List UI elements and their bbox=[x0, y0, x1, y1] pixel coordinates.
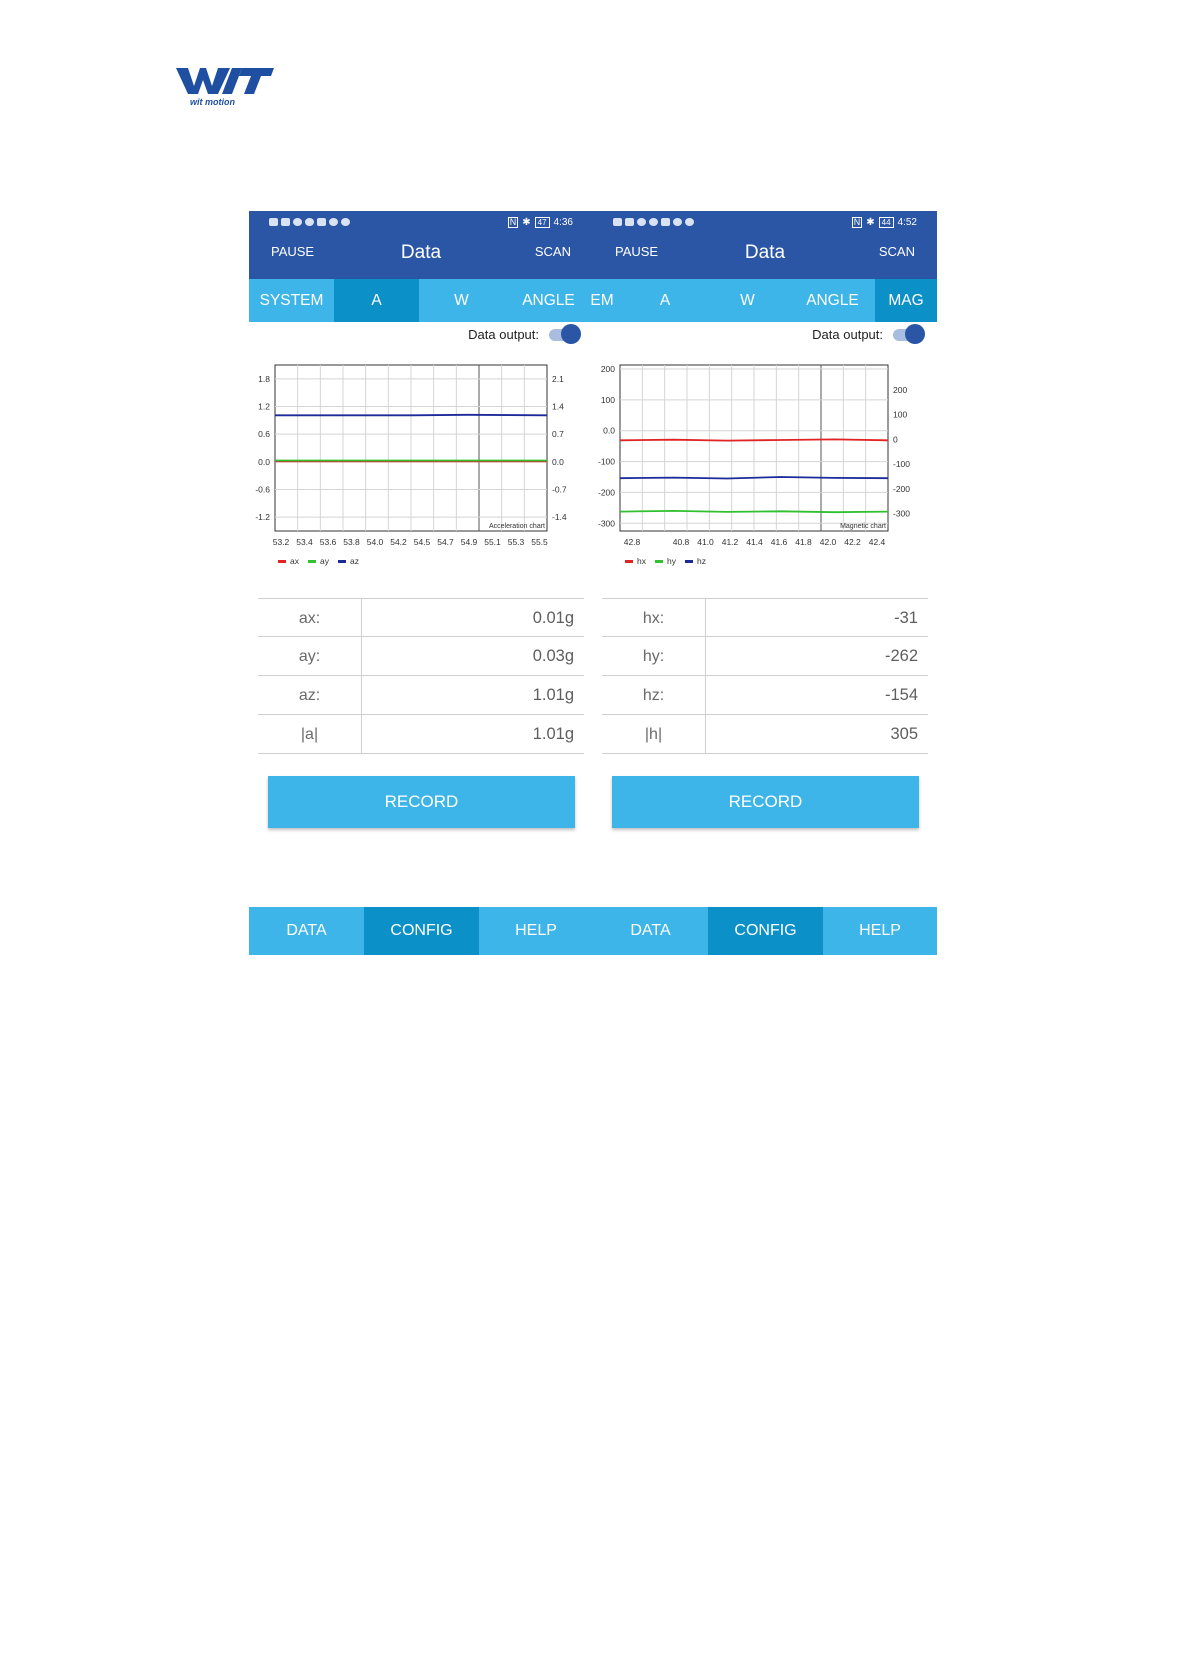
reading-value: -154 bbox=[884, 686, 918, 704]
app-bar bbox=[249, 211, 593, 279]
x-tick-label: 55.3 bbox=[507, 537, 525, 547]
legend-label-hy: hy bbox=[667, 556, 676, 566]
y-tick-label-left: 200 bbox=[600, 364, 615, 375]
readings-table bbox=[602, 598, 928, 754]
logo-tagline: wit motion bbox=[190, 97, 235, 107]
reading-row-h-magnitude bbox=[602, 715, 928, 754]
pause-button[interactable]: PAUSE bbox=[271, 244, 315, 259]
y-tick-label-left: 0.6 bbox=[258, 429, 270, 440]
app-bar bbox=[593, 211, 937, 279]
reading-value: 0.01g bbox=[532, 609, 574, 627]
nfc-icon: N bbox=[509, 217, 517, 227]
tab-bar bbox=[590, 279, 937, 322]
y-tick-label-left: -0.6 bbox=[255, 484, 270, 495]
y-tick-label-right: -200 bbox=[893, 483, 911, 494]
status-icons bbox=[613, 218, 694, 226]
data-output-row bbox=[468, 324, 581, 344]
reading-row-hx bbox=[602, 598, 928, 637]
x-tick-label: 42.0 bbox=[819, 537, 837, 547]
reading-row-hz bbox=[602, 676, 928, 715]
legend-label-hx: hx bbox=[637, 556, 646, 566]
y-tick-label-right: 200 bbox=[893, 384, 908, 395]
signal-icon bbox=[281, 218, 290, 226]
status-right bbox=[852, 217, 917, 228]
nav-help[interactable]: HELP bbox=[515, 922, 557, 939]
acceleration-chart-svg bbox=[249, 359, 593, 582]
music-icon bbox=[329, 218, 338, 226]
phone-screen-acceleration bbox=[249, 211, 593, 955]
legend-swatch-az bbox=[338, 560, 346, 563]
legend-swatch-hz bbox=[685, 560, 693, 563]
y-tick-label-right: -300 bbox=[893, 508, 911, 519]
status-bar bbox=[249, 211, 593, 233]
bottom-nav bbox=[249, 907, 593, 955]
toggle-knob bbox=[561, 324, 581, 344]
bluetooth-icon: ✱ bbox=[866, 217, 875, 228]
y-tick-label-right: -100 bbox=[893, 459, 911, 470]
x-tick-label: 53.4 bbox=[296, 537, 313, 547]
x-tick-label: 53.8 bbox=[343, 537, 360, 547]
nav-config[interactable]: CONFIG bbox=[364, 907, 479, 955]
legend-swatch-ax bbox=[278, 560, 286, 563]
hd-icon bbox=[613, 218, 622, 226]
data-output-label: Data output: bbox=[812, 326, 883, 342]
acceleration-chart bbox=[249, 359, 593, 582]
x-tick-label: 41.4 bbox=[746, 537, 763, 547]
reading-row-a-magnitude bbox=[258, 715, 584, 754]
reading-row-ay bbox=[258, 637, 584, 676]
status-bar bbox=[593, 211, 937, 233]
bottom-nav bbox=[593, 907, 937, 955]
nav-data[interactable]: DATA bbox=[286, 922, 327, 939]
record-button[interactable]: RECORD bbox=[268, 776, 575, 828]
tab-system[interactable]: EM bbox=[590, 292, 614, 309]
legend-swatch-hx bbox=[625, 560, 633, 563]
y-tick-label-left: 0.0 bbox=[258, 456, 270, 467]
y-tick-label-right: 0.0 bbox=[552, 456, 564, 467]
y-tick-label-right: 0 bbox=[893, 434, 898, 445]
y-tick-label-left: -300 bbox=[597, 518, 615, 529]
legend-label-hz: hz bbox=[697, 556, 706, 566]
reading-row-ax bbox=[258, 598, 584, 637]
x-tick-label: 54.2 bbox=[390, 537, 407, 547]
y-tick-label-left: 0.0 bbox=[603, 425, 615, 436]
legend-label-ax: ax bbox=[290, 556, 299, 566]
x-tick-label: 42.2 bbox=[844, 537, 861, 547]
reading-label: |a| bbox=[258, 715, 362, 754]
bluetooth-icon: ✱ bbox=[522, 217, 531, 228]
reading-label: hx: bbox=[602, 599, 706, 638]
reading-label: hy: bbox=[602, 637, 706, 676]
x-tick-label: 40.8 bbox=[672, 537, 690, 547]
app-icon bbox=[317, 218, 326, 226]
readings-table bbox=[258, 598, 584, 754]
tab-angle[interactable]: ANGLE bbox=[522, 292, 575, 309]
x-tick-label: 41.8 bbox=[795, 537, 812, 547]
tab-bar bbox=[249, 279, 593, 322]
record-button[interactable]: RECORD bbox=[612, 776, 919, 828]
x-tick-label: 54.9 bbox=[460, 537, 478, 547]
x-tick-label: 54.7 bbox=[437, 537, 454, 547]
scan-button[interactable]: SCAN bbox=[878, 244, 915, 259]
x-tick-label: 53.6 bbox=[319, 537, 337, 547]
series-line-hx bbox=[620, 439, 888, 440]
data-output-toggle[interactable] bbox=[893, 324, 925, 344]
reading-row-az bbox=[258, 676, 584, 715]
x-tick-label: 41.0 bbox=[697, 537, 714, 547]
y-tick-label-right: 1.4 bbox=[552, 401, 564, 412]
toggle-knob bbox=[905, 324, 925, 344]
status-time: 4:52 bbox=[897, 217, 917, 228]
message-icon bbox=[685, 218, 694, 226]
y-tick-label-right: -1.4 bbox=[552, 512, 567, 523]
wifi-icon bbox=[637, 218, 646, 226]
reading-value: -262 bbox=[884, 647, 918, 665]
nav-data[interactable]: DATA bbox=[630, 922, 671, 939]
nav-help[interactable]: HELP bbox=[859, 922, 901, 939]
chat-icon bbox=[649, 218, 658, 226]
chart-title: Magnetic chart bbox=[840, 523, 886, 530]
legend-label-ay: ay bbox=[320, 556, 329, 566]
data-output-toggle[interactable] bbox=[549, 324, 581, 344]
tab-angle[interactable]: ANGLE bbox=[806, 292, 859, 309]
reading-label: hz: bbox=[602, 676, 706, 715]
hd-icon bbox=[269, 218, 278, 226]
x-tick-label: 42.8 bbox=[623, 537, 641, 547]
page-title: Data bbox=[744, 242, 786, 263]
reading-value: 1.01g bbox=[532, 725, 574, 743]
pause-button[interactable]: PAUSE bbox=[615, 244, 659, 259]
y-tick-label-left: 1.8 bbox=[258, 373, 270, 384]
nav-config[interactable]: CONFIG bbox=[708, 907, 823, 955]
y-tick-label-left: -1.2 bbox=[255, 512, 270, 523]
reading-value: 0.03g bbox=[532, 647, 574, 665]
message-icon bbox=[341, 218, 350, 226]
legend-swatch-ay bbox=[308, 560, 316, 563]
reading-label: ay: bbox=[258, 637, 362, 676]
y-tick-label-right: 100 bbox=[893, 409, 908, 420]
reading-value: 305 bbox=[890, 725, 918, 743]
reading-label: ax: bbox=[258, 599, 362, 638]
battery-icon: 47 bbox=[535, 217, 550, 228]
x-tick-label: 53.2 bbox=[272, 537, 290, 547]
wit-logo bbox=[176, 60, 276, 112]
tab-mag[interactable]: MAG bbox=[875, 279, 937, 322]
signal-icon bbox=[625, 218, 634, 226]
phone-screen-magnetic bbox=[590, 211, 937, 955]
reading-value: 1.01g bbox=[532, 686, 574, 704]
chat-icon bbox=[305, 218, 314, 226]
y-tick-label-right: 2.1 bbox=[552, 373, 564, 384]
magnetic-chart bbox=[593, 359, 937, 582]
nfc-icon: N bbox=[853, 217, 861, 227]
y-tick-label-left: -200 bbox=[597, 487, 615, 498]
status-right bbox=[508, 217, 573, 228]
series-line-hz bbox=[620, 477, 888, 479]
data-output-row bbox=[812, 324, 925, 344]
legend-label-az: az bbox=[350, 556, 359, 566]
tab-a[interactable]: A bbox=[334, 279, 419, 322]
reading-row-hy bbox=[602, 637, 928, 676]
page-title: Data bbox=[400, 242, 442, 263]
music-icon bbox=[673, 218, 682, 226]
x-tick-label: 41.2 bbox=[721, 537, 739, 547]
chart-title: Acceleration chart bbox=[488, 523, 545, 530]
reading-value: -31 bbox=[894, 609, 918, 627]
battery-icon: 44 bbox=[879, 217, 894, 228]
data-output-label: Data output: bbox=[468, 326, 539, 342]
tab-system[interactable]: SYSTEM bbox=[259, 292, 324, 309]
status-icons bbox=[269, 218, 350, 226]
reading-label: |h| bbox=[602, 715, 706, 754]
legend-swatch-hy bbox=[655, 560, 663, 563]
y-tick-label-left: -100 bbox=[597, 456, 615, 467]
x-tick-label: 55.1 bbox=[484, 537, 501, 547]
x-tick-label: 42.4 bbox=[868, 537, 886, 547]
tab-w[interactable]: W bbox=[740, 292, 755, 309]
status-time: 4:36 bbox=[553, 217, 573, 228]
series-line-az bbox=[275, 415, 547, 416]
scan-button[interactable]: SCAN bbox=[534, 244, 571, 259]
tab-a[interactable]: A bbox=[659, 292, 671, 309]
x-tick-label: 54.5 bbox=[413, 537, 431, 547]
y-tick-label-left: 100 bbox=[600, 394, 615, 405]
y-tick-label-right: 0.7 bbox=[552, 429, 564, 440]
y-tick-label-right: -0.7 bbox=[552, 484, 567, 495]
x-tick-label: 55.5 bbox=[531, 537, 548, 547]
tab-w[interactable]: W bbox=[454, 292, 469, 309]
x-tick-label: 41.6 bbox=[770, 537, 788, 547]
app-icon bbox=[661, 218, 670, 226]
x-tick-label: 54.0 bbox=[366, 537, 384, 547]
wifi-icon bbox=[293, 218, 302, 226]
magnetic-chart-svg bbox=[593, 359, 937, 582]
reading-label: az: bbox=[258, 676, 362, 715]
y-tick-label-left: 1.2 bbox=[258, 401, 270, 412]
